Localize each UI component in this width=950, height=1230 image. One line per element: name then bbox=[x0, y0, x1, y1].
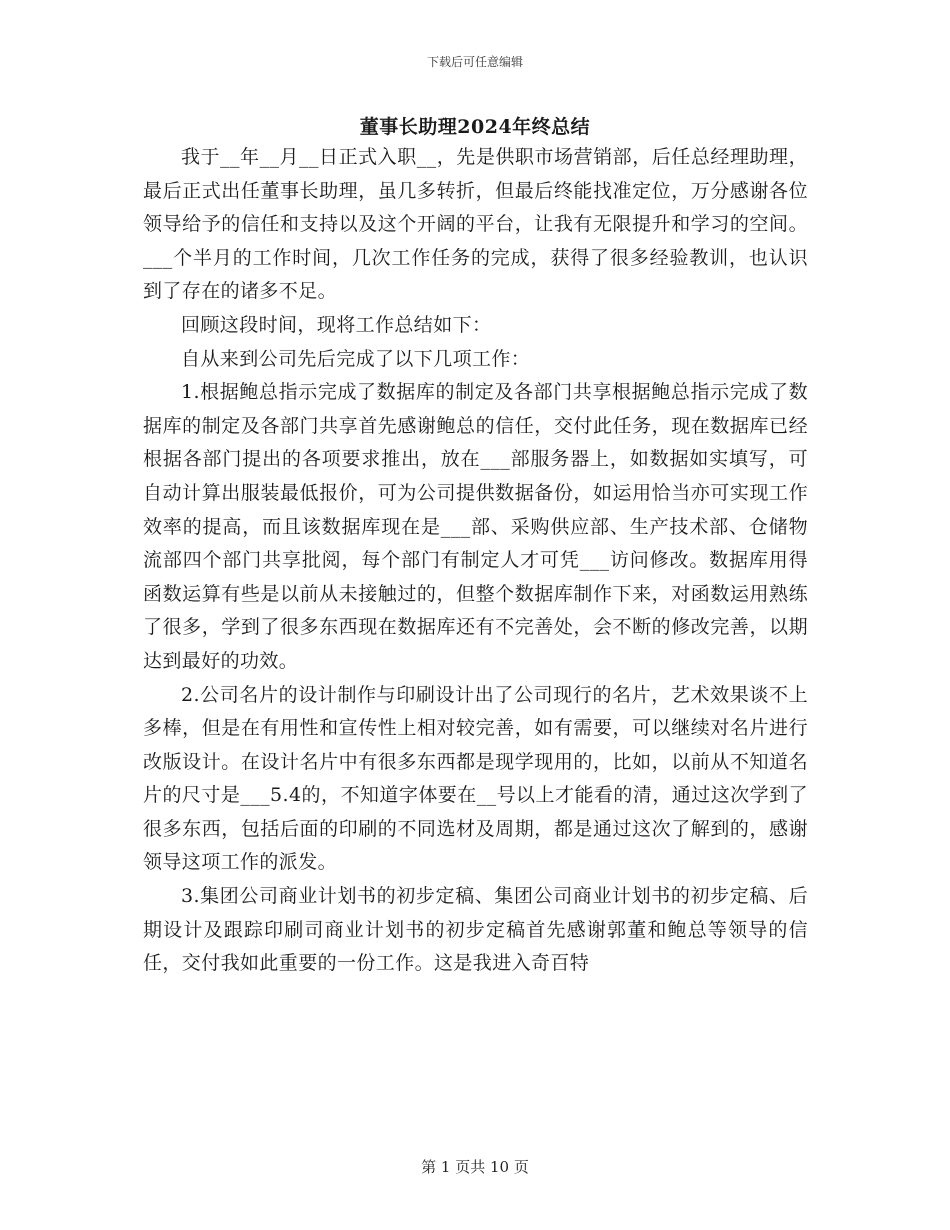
paragraph: 我于__年__月__日正式入职__，先是供职市场营销部，后任总经理助理，最后正式出任董事长助理，虽几多转折，但最后终能找准定位，万分感谢各位领导给予的信任和支持以及这个开阔的平台，让我有无限提升和学习的空间。___个半月的工作时间，几次工作任务的完成，获得了很多经验教训，也认识到了存在的诸多不足。 bbox=[143, 146, 808, 303]
document-body bbox=[143, 141, 808, 981]
page-number: 第 1 页共 10 页 bbox=[421, 1158, 529, 1176]
paragraph: 自从来到公司先后完成了以下几项工作： bbox=[181, 347, 531, 370]
paragraph: 1.根据鲍总指示完成了数据库的制定及各部门共享根据鲍总指示完成了数据库的制定及各部门共享首先感谢鲍总的信任，交付此任务，现在数据库已经根据各部门提出的各项要求推出，放在___部服务器上，如数据如实填写，可自动计算出服装最低报价，可为公司提供数据备份，如运用恰当亦可实现工作效率的提高，而且该数据库现在是___部、采购供应部、生产技术部、仓储物流部四个部门共享批阅，每个部门有制定人才可凭___访问修改。数据库用得函数运算有些是以前从未接触过的，但整个数据库制作下来，对函数运用熟练了很多，学到了很多东西现在数据库还有不完善处，会不断的修改完善，以期达到最好的功效。 bbox=[143, 381, 808, 672]
paragraph: 3.集团公司商业计划书的初步定稿、集团公司商业计划书的初步定稿、后期设计及跟踪印刷司商业计划书的初步定稿首先感谢郭董和鲍总等领导的信任，交付我如此重要的一份工作。这是我进入奇百特 bbox=[143, 885, 808, 975]
page-header-note: 下载后可任意编辑 bbox=[426, 55, 523, 69]
document-title: 董事长助理2024年终总结 bbox=[359, 116, 591, 138]
paragraph: 2.公司名片的设计制作与印刷设计出了公司现行的名片，艺术效果谈不上多棒，但是在有用性和宣传性上相对较完善，如有需要，可以继续对名片进行改版设计。在设计名片中有很多东西都是现学现用的，比如，以前从不知道名片的尺寸是___5.4的，不知道字体要在__号以上才能看的清，通过这次学到了很多东西，包括后面的印刷的不同选材及周期，都是通过这次了解到的，感谢领导这项工作的派发。 bbox=[143, 683, 808, 874]
paragraph: 回顾这段时间，现将工作总结如下： bbox=[181, 313, 492, 336]
